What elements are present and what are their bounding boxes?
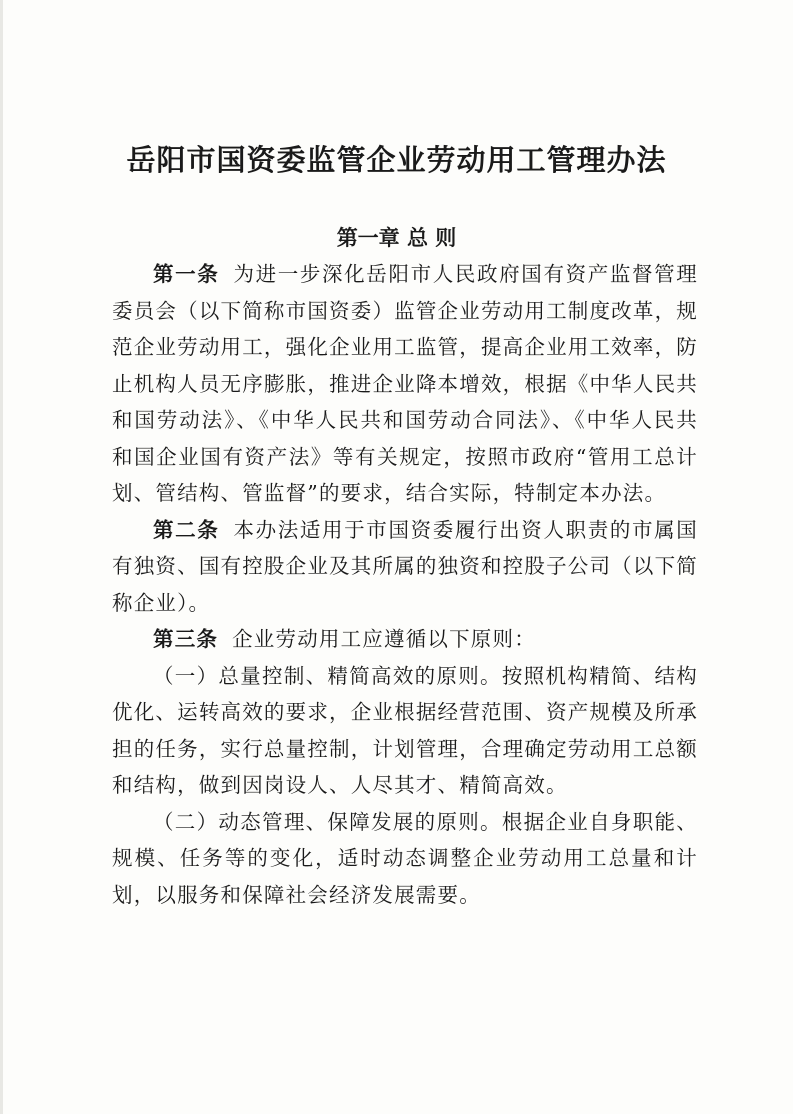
- principle-1: [112, 658, 698, 804]
- document-title: 岳阳市国资委监管企业劳动用工管理办法: [126, 143, 667, 177]
- principle-2: [112, 804, 698, 914]
- article-label: 第三条: [153, 627, 219, 651]
- article-text: 本办法适用于市国资委履行出资人职责的市属国有独资、国有控股企业及其所属的独资和控股子公司（以下简称企业）。: [112, 517, 698, 615]
- document-body: [112, 256, 698, 913]
- article-2: [112, 512, 698, 622]
- article-label: 第二条: [153, 517, 220, 542]
- article-text: 为进一步深化岳阳市人民政府国有资产监督管理委员会（以下简称市国资委）监管企业劳动用工制度改革，规范企业劳动用工，强化企业用工监管，提高企业用工效率，防止机构人员无序膨胀，推进企业降本增效，根据《中华人民共和国劳动法》、《中华人民共和国劳动合同法》、《中华人民共和国企业国有资产法》等有关规定，按照市政府“管用工总计划、管结构、管监督”的要求，结合实际，特制定本办法。: [112, 262, 698, 505]
- article-1: [112, 256, 698, 512]
- article-label: 第一条: [153, 262, 220, 286]
- chapter-heading: 第一章 总 则: [336, 226, 457, 250]
- article-text: 企业劳动用工应遵循以下原则：: [232, 627, 536, 651]
- principle-text: （二）动态管理、保障发展的原则。根据企业自身职能、规模、任务等的变化，适时动态调整企业劳动用工总量和计划，以服务和保障社会经济发展需要。: [112, 809, 698, 907]
- article-3: [112, 621, 698, 658]
- principle-text: （一）总量控制、精简高效的原则。按照机构精简、结构优化、运转高效的要求，企业根据经营范围、资产规模及所承担的任务，实行总量控制，计划管理，合理确定劳动用工总额和结构，做到因岗设人、人尽其才、精简高效。: [112, 663, 698, 797]
